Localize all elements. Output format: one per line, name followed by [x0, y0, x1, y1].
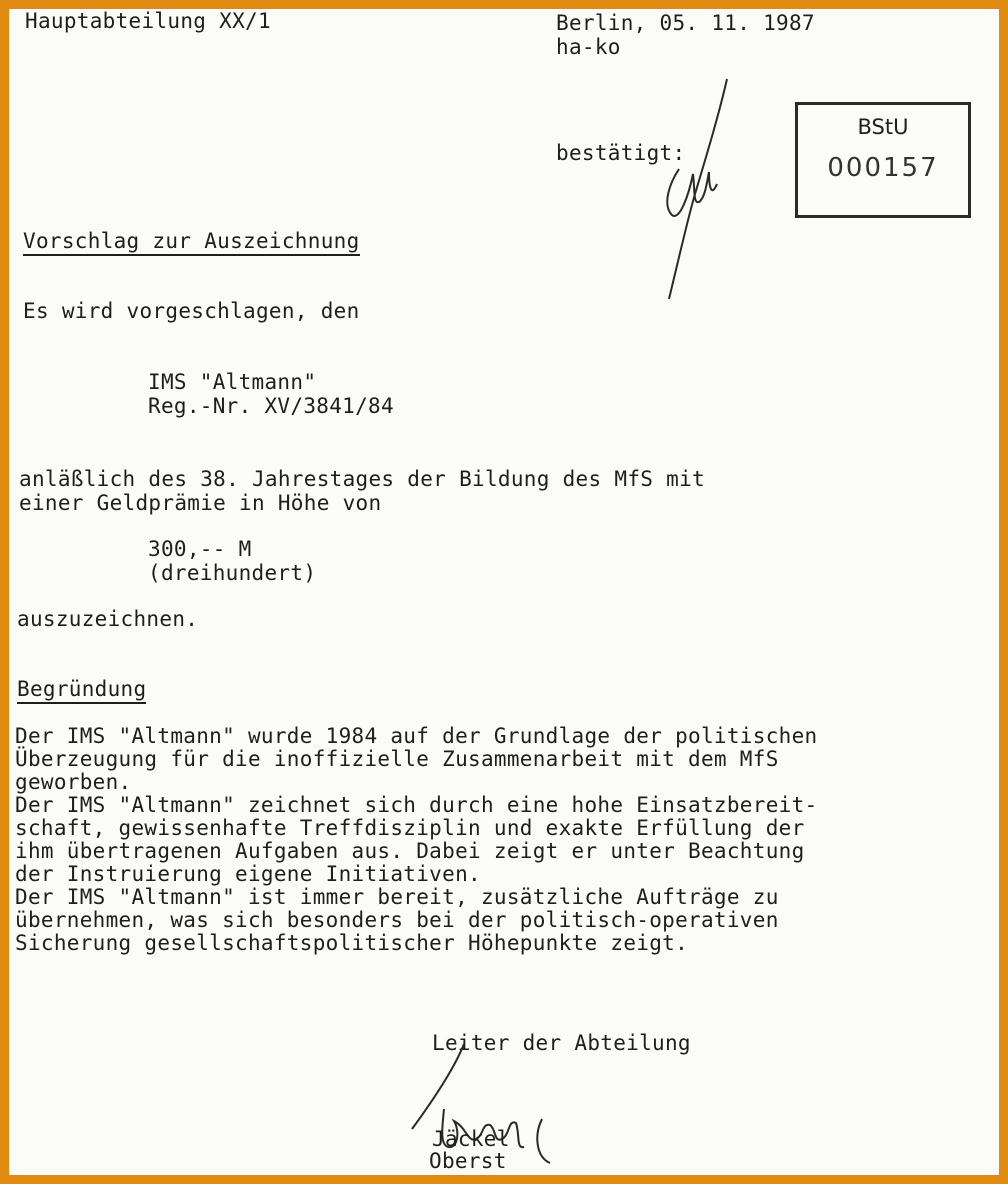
nominee-name: IMS "Altmann" [148, 370, 317, 394]
confirmation-signature [649, 74, 749, 304]
place-date: Berlin, 05. 11. 1987 [556, 11, 815, 35]
reasoning-line: Überzeugung für die inoffizielle Zusammenarbeit mit dem MfS [15, 747, 779, 771]
reference-code: ha-ko [556, 35, 621, 59]
signatory-title: Leiter der Abteilung [432, 1031, 691, 1055]
document-page [9, 9, 999, 1175]
reasoning-line: der Instruierung eigene Initiativen. [15, 862, 481, 886]
archive-stamp [795, 102, 971, 218]
reasoning-line: schaft, gewissenhafte Treffdisziplin und exakte Erfüllung der [15, 816, 805, 840]
reasoning-line: Der IMS "Altmann" wurde 1984 auf der Grundlage der politischen [15, 724, 818, 748]
department-line: Hauptabteilung XX/1 [25, 9, 271, 33]
stamp-number: 000157 [827, 153, 939, 183]
award-amount: 300,-- M [148, 537, 252, 561]
occasion-line-1: anläßlich des 38. Jahrestages der Bildung des MfS mit [19, 467, 705, 491]
reasoning-line: Der IMS "Altmann" ist immer bereit, zusätzliche Aufträge zu [15, 885, 779, 909]
reasoning-line: ihm übertragenen Aufgaben aus. Dabei zeigt er unter Beachtung [15, 839, 805, 863]
reasoning-line: Sicherung gesellschaftspolitischer Höhepunkte zeigt. [15, 931, 689, 955]
reasoning-line: geworben. [15, 770, 132, 794]
intro-line: Es wird vorgeschlagen, den [23, 299, 360, 323]
reasoning-line: Der IMS "Altmann" zeichnet sich durch eine hohe Einsatzbereit- [15, 793, 818, 817]
confirmed-label: bestätigt: [556, 141, 686, 165]
occasion-line-2: einer Geldprämie in Höhe von [19, 491, 382, 515]
signatory-rank: Oberst [429, 1149, 507, 1173]
stamp-title: BStU [857, 115, 909, 139]
nominee-reg-nr: Reg.-Nr. XV/3841/84 [148, 394, 394, 418]
reasoning-heading: Begründung [17, 677, 146, 704]
award-amount-words: (dreihundert) [148, 561, 317, 585]
closing-line: auszuzeichnen. [17, 607, 199, 631]
reasoning-line: übernehmen, was sich besonders bei der politisch-operativen [15, 908, 779, 932]
signatory-name: Jäckel [432, 1127, 510, 1151]
subject-heading: Vorschlag zur Auszeichnung [23, 229, 360, 256]
